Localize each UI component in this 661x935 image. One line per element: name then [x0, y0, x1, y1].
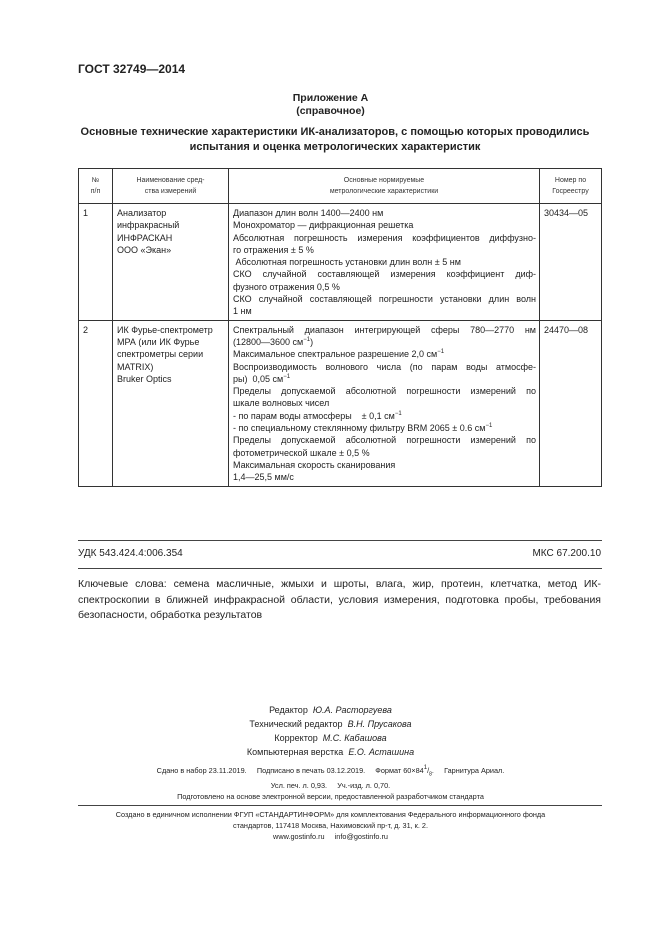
col-header-registry: Номер по Госреестру — [540, 169, 602, 204]
table-row — [79, 320, 602, 486]
credit-editor: Редактор Ю.А. Расторгуева — [269, 705, 392, 715]
instrument-characteristics: Диапазон длин волн 1400—2400 нм Монохроматор — дифракционная решетка Абсолютная погрешность измерения коэффициентов диффузно- го отражения ± 5 % Абсолютная погрешность установки длин волн ± 5 нм СКО случайной составляющей измерения коэффициент диф- фузного отражения 0,5 % СКО случайной составляющей погрешности установки длин волн 1 нм — [229, 204, 540, 321]
page-title: Основные технические характеристики ИК-анализаторов, с помощью которых проводились испытания и оценка метрологических характеристик — [80, 126, 590, 153]
credit-tech-editor: Технический редактор В.Н. Прусакова — [249, 719, 412, 729]
instrument-name: Анализатор инфракрасный ИНФРАСКАН ООО «Экан» — [113, 204, 229, 321]
table-row — [79, 204, 602, 321]
specs-table — [78, 168, 602, 487]
instrument-name: ИК Фурье-спектрометр МРА (или ИК Фурье спектрометры серии MATRIX) Bruker Optics — [113, 320, 229, 486]
divider-bottom — [78, 568, 602, 569]
publisher-info: Создано в единичном исполнении ФГУП «СТАНДАРТИНФОРМ» для комплектования Федерального информационного фонда стандартов, 117418 Москва, Нахимовский пр-т, д. 31, к. 2. www.gostinfo.ru info@gostinfo.ru — [115, 810, 546, 841]
print-info: Сдано в набор 23.11.2019. Подписано в печать 03.12.2019. Формат $60\times 84^1/_8$. Гарнитура Ариал. Усл. печ. л. 0,93. Уч.-изд. л. 0,70. Подготовлено на основе электронной версии, предоставленной разработчиком стандарта — [156, 765, 505, 802]
annex-note: (справочное) — [296, 105, 365, 117]
keywords-paragraph: Ключевые слова: семена масличные, жмыхи и шроты, влага, жир, протеин, клетчатка, метод ИК-спектроскопии в ближней инфракрасной области, условия измерения, подготовка пробы, требования безопасности, обработка результатов — [78, 578, 601, 621]
instrument-characteristics: Спектральный диапазон интегрирующей сферы 780—2770 нм (12800—3600 $см^{-1}$) Максимальное спектральное разрешение 2,0 $см^{-1}$ Воспроизводимость волнового числа (по парам воды атмосфе- ры) 0,05 $см^{-1}$ Пределы допускаемой абсолютной погрешности измерений по шкале волновых чисел - по парам воды атмосферы ± 0,1 $см^{-1}$ - по специальному стеклянному фильтру BRM 2065 ± 0.6 $см^{-1}$ Пределы допускаемой абсолютной погрешности измерений по фотометрической шкале ± 0,5 % Максимальная скорость сканирования 1,4—25,5 мм/с — [229, 320, 540, 486]
row-number: 2 — [79, 320, 113, 486]
col-header-characteristics: Основные нормируемые метрологические характеристики — [229, 169, 540, 204]
divider-publisher — [78, 805, 602, 806]
mks-code: МКС 67.200.10 — [532, 548, 601, 559]
credit-corrector: Корректор М.С. Кабашова — [274, 733, 387, 743]
credits-block — [0, 703, 661, 759]
registry-number: 24470—08 — [540, 320, 602, 486]
row-number: 1 — [79, 204, 113, 321]
col-header-instrument: Наименование сред- ства измерений — [113, 169, 229, 204]
table-header-row — [79, 169, 602, 204]
udc-code: УДК 543.424.4:006.354 — [78, 548, 183, 559]
col-header-number: № п/п — [79, 169, 113, 204]
registry-number: 30434—05 — [540, 204, 602, 321]
credit-layout: Компьютерная верстка Е.О. Асташина — [246, 747, 415, 757]
annex-title: Приложение А — [292, 92, 369, 104]
standard-code: ГОСТ 32749—2014 — [78, 62, 186, 76]
annex-heading — [0, 92, 661, 118]
divider-top — [78, 540, 602, 541]
